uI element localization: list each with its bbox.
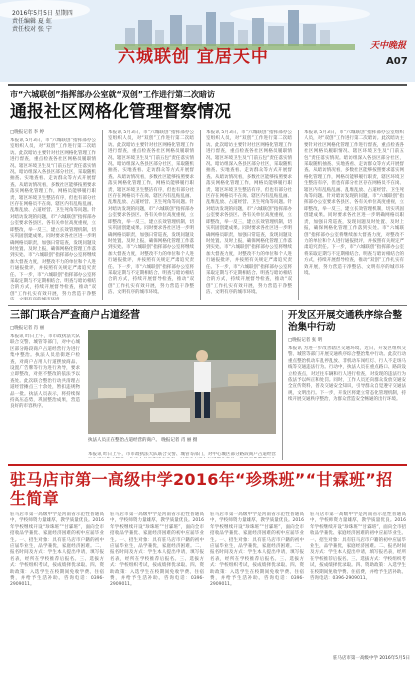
admission-text: 驻马店市第一高级中学是河南省示范性普通高中，学校师资力量雄厚，教学质量优良。2016年学校继续开设“珍珠班”“甘霖班”，面向全市招收品学兼优、家庭经济困难的初中应届毕业生。一、招生对象：具有驻马店市户籍的初中应届毕业生，品学兼优，家庭经济困难。二、报名时间及方式：学生本人提出申请，填写报名表，经所在学校推荐后报名。三、选拔方式：学校组织考试，按成绩择优录取。四、资助政策：入选学生在校期间免收学费、住宿费，并给予生活补助。咨询电话：0396-2909011。 bbox=[310, 512, 406, 582]
third-body-text: 本报讯 为进一步改善辖区交通环境，近日，开发区组织交警、城管等部门开展交通秩序综合整治集中行动。此次行动重点整治机动车乱停乱放、非机动车闯红灯、行人不走斑马线等交通违法行为。行动中，执法人员在重点路口、路段设立检查点，对过往车辆和行人进行检查，对发现的违法行为依法予以纠正和处罚。同时，工作人员还向群众发放交通安全宣传资料，普及交通安全知识，引导群众自觉遵守交通法规，文明出行。下一步，开发区将建立常态化管理机制，持续开展交通秩序整治，为群众营造安全畅通的出行环境。 bbox=[288, 346, 406, 403]
admission-column-2 bbox=[110, 512, 204, 662]
editor-credit: 责任编辑 夏 虹 bbox=[12, 18, 52, 25]
second-byline: □晚报记者 肖 丽 bbox=[10, 326, 45, 331]
column-divider bbox=[102, 130, 103, 300]
admission-column-4 bbox=[310, 512, 406, 650]
header-divider bbox=[8, 84, 407, 86]
admission-text: 驻马店市第一高级中学是河南省示范性普通高中，学校师资力量雄厚，教学质量优良。2016年学校继续开设“珍珠班”“甘霖班”，面向全市招收品学兼优、家庭经济困难的初中应届毕业生。一、招生对象：具有驻马店市户籍的初中应届毕业生，品学兼优，家庭经济困难。二、报名时间及方式：学生本人提出申请，填写报名表，经所在学校推荐后报名。三、选拔方式：学校组织考试，按成绩择优录取。四、资助政策：入选学生在校期间免收学费、住宿费，并给予生活补助。咨询电话：0396-2909011。 bbox=[110, 512, 204, 588]
third-byline: □晚报记者 张 明 bbox=[288, 338, 323, 343]
enforcement-photo bbox=[88, 330, 276, 434]
lead-body-column-4 bbox=[304, 130, 404, 300]
third-body bbox=[288, 346, 406, 458]
admission-text: 驻马店市第一高级中学是河南省示范性普通高中，学校师资力量雄厚，教学质量优良。2016年学校继续开设“珍珠班”“甘霖班”，面向全市招收品学兼优、家庭经济困难的初中应届毕业生。一、招生对象：具有驻马店市户籍的初中应届毕业生，品学兼优，家庭经济困难。二、报名时间及方式：学生本人提出申请，填写报名表，经所在学校推荐后报名。三、选拔方式：学校组织考试，按成绩择优录取。四、资助政策：入选学生在校期间免收学费、住宿费，并给予生活补助。咨询电话：0396-2909011。 bbox=[10, 512, 104, 588]
newspaper-logo: 天中晚报 bbox=[370, 41, 407, 51]
lead-body-text: 本报讯 5月3日，市“六城联创”指挥部办公室组织人员，对“双创”工作进行第二次暗访。此次暗访主要针对社区网格化管理工作进行督查，重点检查各社区网格员履职情况、辖区环境卫生及“门前五包”责任落实情况。暗访组深入各县区部分社区，采取随机抽查、实地查看、走访群众等方式开展督查。从暗访情况看，多数社区能够按照要求落实网格化管理工作，网格员能够履行职责，辖区环境卫生整洁有序，但也有部分社区存在网格员不在岗、辖区内有乱贴乱画、乱堆乱放、占道经营、卫生死角等问题。针对暗访发现的问题，市“六城联创”指挥部办公室要求各县区、各有关单位高度重视，立即整改，举一反三，建立长效管理机制，切实巩固创建成果。同时要求各社区进一步明确网格员职责，加强日常巡查，发现问题及时处置、及时上报，确保网格化管理工作落到实处。市“六城联创”指挥部办公室将继续加大督查力度，对整改不力的单位和个人进行通报批评，并按照有关规定严肃追究责任。下一步，市“六城联创”指挥部办公室将采取定期与不定期相结合、明查与暗访相结合的方式，持续开展督导检查，推动“双创”工作扎实有效开展，努力营造干净整洁、文明有序的城市环境。 bbox=[206, 130, 292, 296]
header-band bbox=[0, 0, 415, 82]
second-body-continued bbox=[88, 452, 276, 458]
second-body-text: 本报讯 昨日上午，市市政执法大队联合交警、城管等部门，对中心城区部分路段商户占道经营行为进行集中整治。执法人员沿街逐户检查，对商户占用人行道摆放商品、设置广告牌等行为进行劝导，要求立即整改，对拒不整改的依法予以查处。此次联合整治行动共清理占道经营摊点三十余处，暂扣违规物品一批。执法人员表示，将持续保持高压态势，巩固整治成果，营造良好的市容秩序。 bbox=[10, 334, 80, 410]
admission-text: 驻马店市第一高级中学是河南省示范性普通高中，学校师资力量雄厚，教学质量优良。2016年学校继续开设“珍珠班”“甘霖班”，面向全市招收品学兼优、家庭经济困难的初中应届毕业生。一、招生对象：具有驻马店市户籍的初中应届毕业生，品学兼优，家庭经济困难。二、报名时间及方式：学生本人提出申请，填写报名表，经所在学校推荐后报名。三、选拔方式：学校组织考试，按成绩择优录取。四、资助政策：入选学生在校期间免收学费、住宿费，并给予生活补助。咨询电话：0396-2909011。 bbox=[210, 512, 304, 588]
photo-caption: 执法人员正在整治占道经营的商户。 晚报记者 肖 丽 摄 bbox=[88, 438, 198, 443]
ad-top-divider bbox=[8, 464, 407, 466]
column-divider bbox=[298, 130, 299, 300]
admission-column-1 bbox=[10, 512, 104, 662]
third-headline: 开发区开展交通秩序综合整治集中行动 bbox=[288, 310, 403, 333]
lead-headline: 通报社区网格化管理督察情况 bbox=[10, 102, 231, 122]
lead-body-text: 本报讯 5月3日，市“六城联创”指挥部办公室组织人员，对“双创”工作进行第二次暗访。此次暗访主要针对社区网格化管理工作进行督查，重点检查各社区网格员履职情况、辖区环境卫生及“门前五包”责任落实情况。暗访组深入各县区部分社区，采取随机抽查、实地查看、走访群众等方式开展督查。从暗访情况看，多数社区能够按照要求落实网格化管理工作，网格员能够履行职责，辖区环境卫生整洁有序，但也有部分社区存在网格员不在岗、辖区内有乱贴乱画、乱堆乱放、占道经营、卫生死角等问题。针对暗访发现的问题，市“六城联创”指挥部办公室要求各县区、各有关单位高度重视，立即整改，举一反三，建立长效管理机制，切实巩固创建成果。同时要求各社区进一步明确网格员职责，加强日常巡查，发现问题及时处置、及时上报，确保网格化管理工作落到实处。市“六城联创”指挥部办公室将继续加大督查力度，对整改不力的单位和个人进行通报批评，并按照有关规定严肃追究责任。下一步，市“六城联创”指挥部办公室将采取定期与不定期相结合、明查与暗访相结合的方式，持续开展督导检查，推动“双创”工作扎实有效开展，努力营造干净整 bbox=[10, 138, 96, 297]
second-body bbox=[10, 334, 80, 458]
lead-body-column-3 bbox=[206, 130, 292, 300]
street-scene-image bbox=[88, 330, 276, 434]
lead-body-column-2 bbox=[108, 130, 194, 300]
second-body-text: 本报讯 昨日上午，市市政执法大队联合交警、城管等部门，对中心城区部分路段商户占道经营 bbox=[88, 452, 276, 457]
second-headline: 三部门联合严查商户占道经营 bbox=[10, 310, 140, 321]
section-divider bbox=[8, 305, 407, 306]
admission-signature: 驻马店市第一高级中学 2016年5月5日 bbox=[332, 656, 410, 661]
lead-byline: □晚报记者 李 婷 bbox=[10, 130, 45, 135]
admission-column-3 bbox=[210, 512, 304, 662]
section-banner: 六城联创 宜居天中 bbox=[118, 47, 269, 67]
column-divider bbox=[282, 310, 283, 460]
admission-title: 驻马店市第一高级中学2016年“珍珠班”“甘霖班”招生简章 bbox=[10, 470, 393, 508]
lead-kicker: 市“六城联创”指挥部办公室就“双创”工作进行第二次暗访 bbox=[10, 90, 216, 99]
lead-body-text: 本报讯 5月3日，市“六城联创”指挥部办公室组织人员，对“双创”工作进行第二次暗访。此次暗访主要针对社区网格化管理工作进行督查，重点检查各社区网格员履职情况、辖区环境卫生及“门前五包”责任落实情况。暗访组深入各县区部分社区，采取随机抽查、实地查看、走访群众等方式开展督查。从暗访情况看，多数社区能够按照要求落实网格化管理工作，网格员能够履行职责，辖区环境卫生整洁有序，但也有部分社区存在网格员不在岗、辖区内有乱贴乱画、乱堆乱放、占道经营、卫生死角等问题。针对暗访发现的问题，市“六城联创”指挥部办公室要求各县区、各有关单位高度重视，立即整改，举一反三，建立长效管理机制，切实巩固创建成果。同时要求各社区进一步明确网格员职责，加强日常巡查，发现问题及时处置、及时上报，确保网格化管理工作落到实处。市“六城联创”指挥部办公室将继续加大督查力度，对整改不力的单位和个人进行通报批评，并按照有关规定严肃追究责任。下一步，市“六城联创”指挥部办公室将采取定期与不定期相结合、明查与暗访相结合的方式，持续开展督导检查，推动“双创”工作扎实有效开展，努力营造干净整洁、文明有序的城市环境。 bbox=[108, 130, 194, 296]
lead-body-text: 本报讯 5月3日，市“六城联创”指挥部办公室组织人员，对“双创”工作进行第二次暗访。此次暗访主要针对社区网格化管理工作进行督查，重点检查各社区网格员履职情况、辖区环境卫生及“门前五包”责任落实情况。暗访组深入各县区部分社区，采取随机抽查、实地查看、走访群众等方式开展督查。从暗访情况看，多数社区能够按照要求落实网格化管理工作，网格员能够履行职责，辖区环境卫生整洁有序，但也有部分社区存在网格员不在岗、辖区内有乱贴乱画、乱堆乱放、占道经营、卫生死角等问题。针对暗访发现的问题，市“六城联创”指挥部办公室要求各县区、各有关单位高度重视，立即整改，举一反三，建立长效管理机制，切实巩固创建成果。同时要求各社区进一步明确网格员职责，加强日常巡查，发现问题及时处置、及时上报，确保网格化管理工作落到实处。市“六城联创”指挥部办公室将继续加大督查力度，对整改不力的单位和个人进行通报批评，并按照有关规定严肃追究责任。下一步，市“六城联创”指挥部办公室将采取定期与不定期相结合、明查与暗访相结合的方式，持续开展督导检查，推动“双创”工作扎实有效开展，努力营造干净整洁、文明有序的城市环境。 bbox=[304, 130, 404, 276]
lead-body-column-1 bbox=[10, 138, 96, 300]
designer-credit: 责任校对 张 宁 bbox=[12, 26, 52, 33]
column-divider bbox=[200, 130, 201, 300]
issue-date: 2016年5月5日 星期四 bbox=[12, 10, 73, 17]
page-number: A07 bbox=[386, 56, 408, 67]
